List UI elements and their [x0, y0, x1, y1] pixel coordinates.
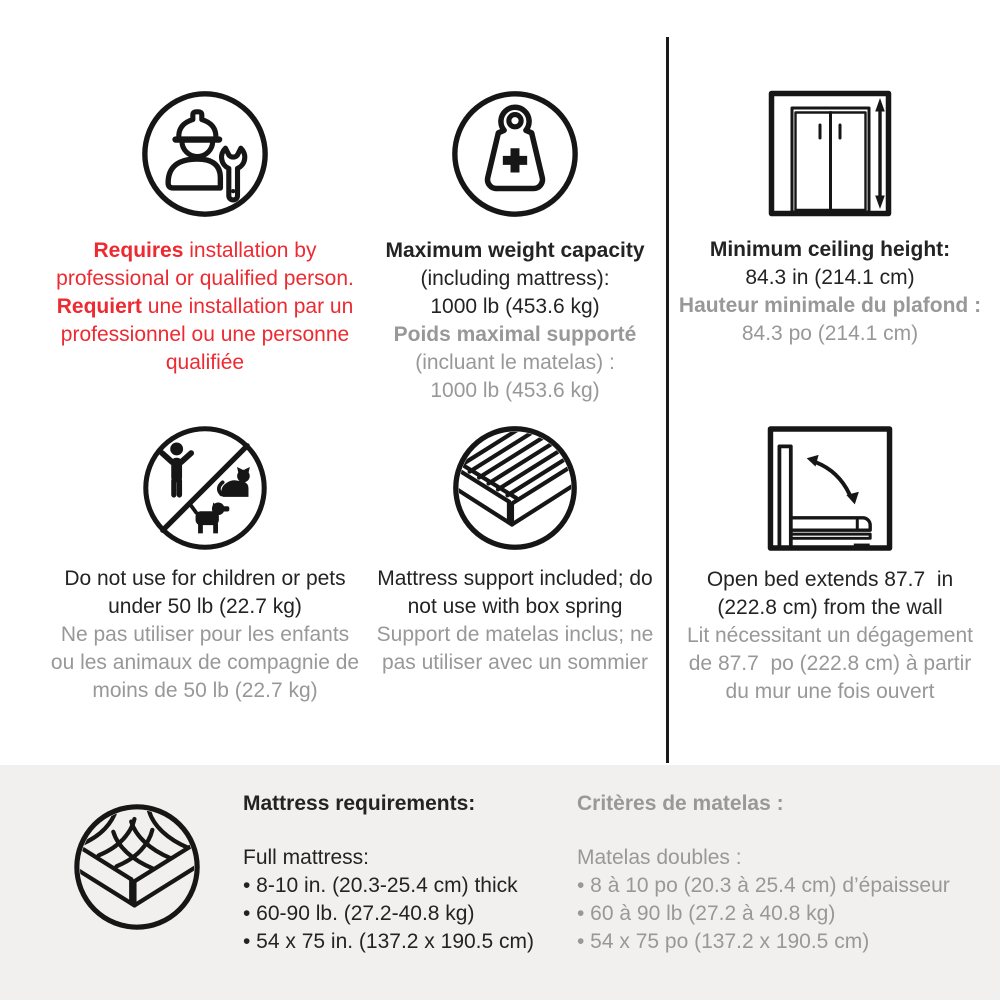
text-line: de 87.7 po (222.8 cm) à partir: [688, 652, 972, 675]
text-line: • 54 x 75 in. (137.2 x 190.5 cm): [243, 930, 535, 953]
text-line: • 8-10 in. (20.3-25.4 cm) thick: [243, 874, 518, 897]
text-line: professionnel ou une personne: [60, 323, 350, 346]
text-line: Do not use for children or pets: [64, 567, 346, 590]
text-line: not use with box spring: [407, 595, 623, 618]
text-line: • 54 x 75 po (137.2 x 190.5 cm): [577, 930, 870, 953]
text-line: Matelas doubles :: [577, 846, 742, 869]
installer-icon: [40, 90, 370, 218]
text-line: • 60 à 90 lb (27.2 à 40.8 kg): [577, 902, 836, 925]
text-line: Requires installation by: [93, 239, 317, 262]
text-line: (incluant le matelas) :: [415, 351, 615, 374]
card-max-weight: [355, 90, 675, 405]
card-open-bed: [665, 425, 995, 706]
text-line: Critères de matelas :: [577, 792, 784, 815]
text-line: Open bed extends 87.7 in: [706, 568, 954, 591]
text-line: Poids maximal supporté: [393, 323, 637, 346]
mattress-icon: [73, 803, 201, 931]
weight-icon: [355, 90, 675, 218]
text-line: 84.3 in (214.1 cm): [745, 266, 915, 289]
card-no-children-pets: [25, 425, 385, 705]
text-line: Minimum ceiling height:: [709, 238, 951, 261]
text-line: professional or qualified person.: [56, 267, 354, 290]
spacer: [243, 818, 573, 844]
text-line: Mattress requirements:: [243, 792, 476, 815]
text-line: 1000 lb (453.6 kg): [430, 295, 600, 318]
mattress-requirements-french: [577, 790, 997, 956]
card-installation-text: [40, 237, 370, 377]
text-line: Full mattress:: [243, 846, 370, 869]
card-open-bed-text: [665, 566, 995, 706]
mattress-requirements-section: [0, 765, 1000, 1000]
text-line: ou les animaux de compagnie de: [50, 651, 360, 674]
mattress-support-icon: [355, 425, 675, 551]
text-line: Lit nécessitant un dégagement: [686, 624, 974, 647]
card-mattress-support-text: [355, 565, 675, 677]
text-line: Requiert une installation par un: [56, 295, 354, 318]
text-line: Hauteur minimale du plafond :: [678, 294, 982, 317]
text-line: Ne pas utiliser pour les enfants: [60, 623, 350, 646]
text-line: • 60-90 lb. (27.2-40.8 kg): [243, 902, 475, 925]
text-line: 1000 lb (453.6 kg): [430, 379, 600, 402]
text-line: Mattress support included; do: [377, 567, 653, 590]
card-mattress-support: [355, 425, 675, 677]
ceiling-height-icon: [670, 90, 990, 217]
text-line: du mur une fois ouvert: [725, 680, 935, 703]
text-line: qualifiée: [165, 351, 245, 374]
text-line: (including mattress):: [420, 267, 610, 290]
text-line: 84.3 po (214.1 cm): [741, 322, 919, 345]
card-max-weight-text: [355, 237, 675, 405]
spacer: [577, 818, 997, 844]
mattress-requirements-english: [243, 790, 573, 956]
text-line: under 50 lb (22.7 kg): [108, 595, 302, 618]
text-line: Support de matelas inclus; ne: [376, 623, 654, 646]
card-ceiling-height: [670, 90, 990, 348]
card-no-children-pets-text: [25, 565, 385, 705]
text-line: pas utiliser avec un sommier: [381, 651, 649, 674]
no-children-pets-icon: [25, 425, 385, 551]
text-line: • 8 à 10 po (20.3 à 25.4 cm) d’épaisseur: [577, 874, 950, 897]
card-installation: [40, 90, 370, 377]
dog-silhouette: [191, 502, 229, 533]
text-line: Maximum weight capacity: [385, 239, 645, 262]
card-ceiling-height-text: [670, 236, 990, 348]
text-line: moins de 50 lb (22.7 kg): [92, 679, 318, 702]
open-bed-icon: [665, 425, 995, 552]
text-line: (222.8 cm) from the wall: [717, 596, 943, 619]
